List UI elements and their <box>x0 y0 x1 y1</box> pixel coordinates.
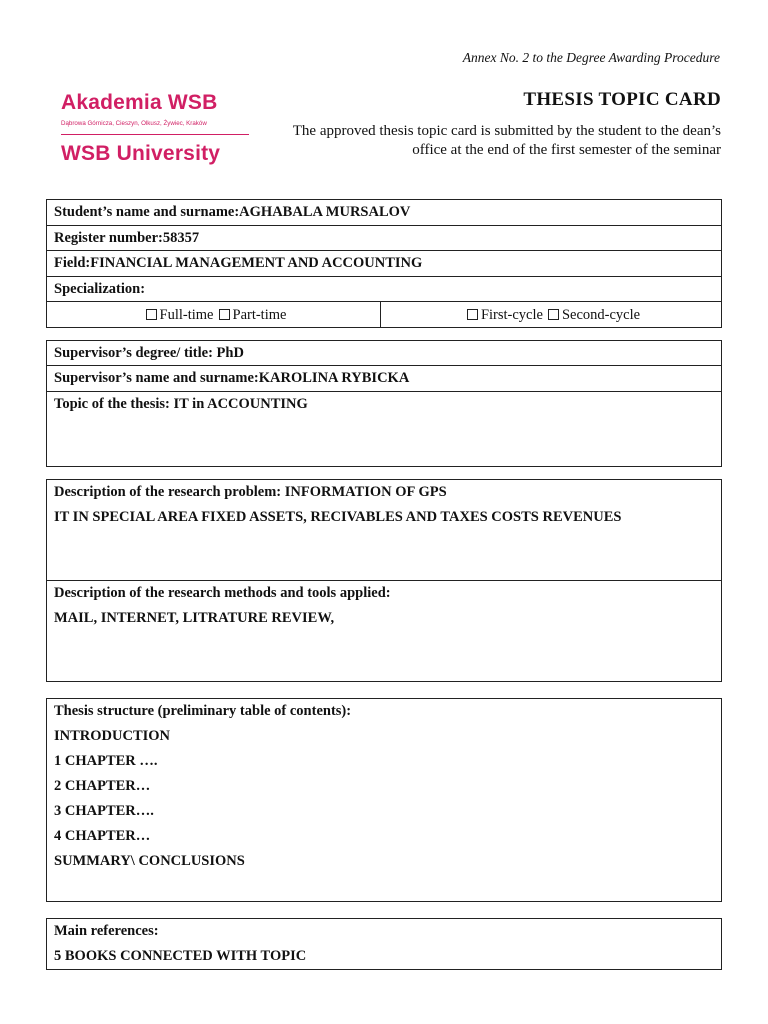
research-problem-detail[interactable]: IT IN SPECIAL AREA FIXED ASSETS, RECIVABLES AND TAXES COSTS REVENUES <box>54 509 622 525</box>
supervisor-name-row <box>47 366 721 392</box>
second-cycle-checkbox[interactable] <box>548 309 559 320</box>
thesis-topic-value[interactable]: IT in ACCOUNTING <box>173 396 308 412</box>
references-label: Main references: <box>54 923 159 939</box>
full-time-option[interactable] <box>141 303 214 327</box>
toc-item[interactable]: INTRODUCTION <box>54 728 171 744</box>
full-time-checkbox[interactable] <box>146 309 157 320</box>
research-problem-heading <box>47 480 721 505</box>
references-box <box>46 918 722 970</box>
document-subtitle: The approved thesis topic card is submitted by the student to the dean’s office at the end of the first semester of the seminar <box>292 123 721 158</box>
study-cycle-options <box>381 302 721 327</box>
thesis-structure-label: Thesis structure (preliminary table of contents): <box>54 703 352 719</box>
logo-wsb-university: WSB University <box>61 142 221 165</box>
document-title: THESIS TOPIC CARD <box>523 89 721 110</box>
supervisor-degree-value[interactable]: PhD <box>216 345 244 361</box>
logo-akademia-wsb: Akademia WSB <box>61 91 218 114</box>
student-name-label: Student’s name and surname: <box>54 204 240 220</box>
supervisor-degree-row <box>47 341 721 366</box>
logo-locations: Dąbrowa Górnicza, Cieszyn, Olkusz, Żywiec, Kraków <box>61 120 207 127</box>
student-name-value[interactable]: AGHABALA MURSALOV <box>239 204 411 220</box>
university-logo <box>61 90 251 167</box>
research-methods-section <box>47 581 721 631</box>
toc-item[interactable]: SUMMARY\ CONCLUSIONS <box>54 853 245 869</box>
study-mode-row <box>47 302 721 327</box>
register-number-value[interactable]: 58357 <box>162 230 200 246</box>
student-info-box <box>46 199 722 328</box>
supervisor-degree-label: Supervisor’s degree/ title: <box>54 345 217 361</box>
research-methods-value[interactable]: MAIL, INTERNET, LITRATURE REVIEW, <box>54 610 335 626</box>
thesis-structure-box <box>46 698 722 902</box>
thesis-topic-row <box>47 392 721 466</box>
toc-item[interactable]: 3 CHAPTER…. <box>54 803 154 819</box>
toc-item[interactable]: 1 CHAPTER …. <box>54 753 158 769</box>
research-box <box>46 479 722 682</box>
logo-divider <box>61 134 249 135</box>
references-value[interactable]: 5 BOOKS CONNECTED WITH TOPIC <box>54 948 307 964</box>
toc-item[interactable]: 4 CHAPTER… <box>54 828 151 844</box>
register-number-row <box>47 226 721 251</box>
first-cycle-option[interactable] <box>462 303 543 327</box>
part-time-checkbox[interactable] <box>219 309 230 320</box>
second-cycle-option[interactable] <box>543 303 640 327</box>
field-label: Field: <box>54 255 91 271</box>
research-problem-section <box>47 480 721 581</box>
supervisor-name-label: Supervisor’s name and surname: <box>54 370 259 386</box>
research-problem-value[interactable]: INFORMATION OF GPS <box>284 484 447 500</box>
field-value[interactable]: FINANCIAL MANAGEMENT AND ACCOUNTING <box>90 255 423 271</box>
student-name-row <box>47 200 721 226</box>
first-cycle-label: First-cycle <box>480 306 543 323</box>
full-time-label: Full-time <box>159 306 214 323</box>
research-problem-label: Description of the research problem: <box>54 484 285 500</box>
part-time-label: Part-time <box>232 306 287 323</box>
thesis-topic-label: Topic of the thesis: <box>54 396 174 412</box>
toc-item[interactable]: 2 CHAPTER… <box>54 778 151 794</box>
first-cycle-checkbox[interactable] <box>467 309 478 320</box>
research-methods-label: Description of the research methods and tools applied: <box>54 585 391 601</box>
annex-note: Annex No. 2 to the Degree Awarding Procedure <box>462 50 720 65</box>
register-number-label: Register number: <box>54 230 163 246</box>
study-mode-options <box>47 302 381 327</box>
supervisor-box <box>46 340 722 467</box>
part-time-option[interactable] <box>214 303 287 327</box>
second-cycle-label: Second-cycle <box>561 306 641 323</box>
specialization-row <box>47 277 721 302</box>
specialization-label: Specialization: <box>54 281 146 297</box>
supervisor-name-value[interactable]: KAROLINA RYBICKA <box>258 370 410 386</box>
field-row <box>47 251 721 277</box>
